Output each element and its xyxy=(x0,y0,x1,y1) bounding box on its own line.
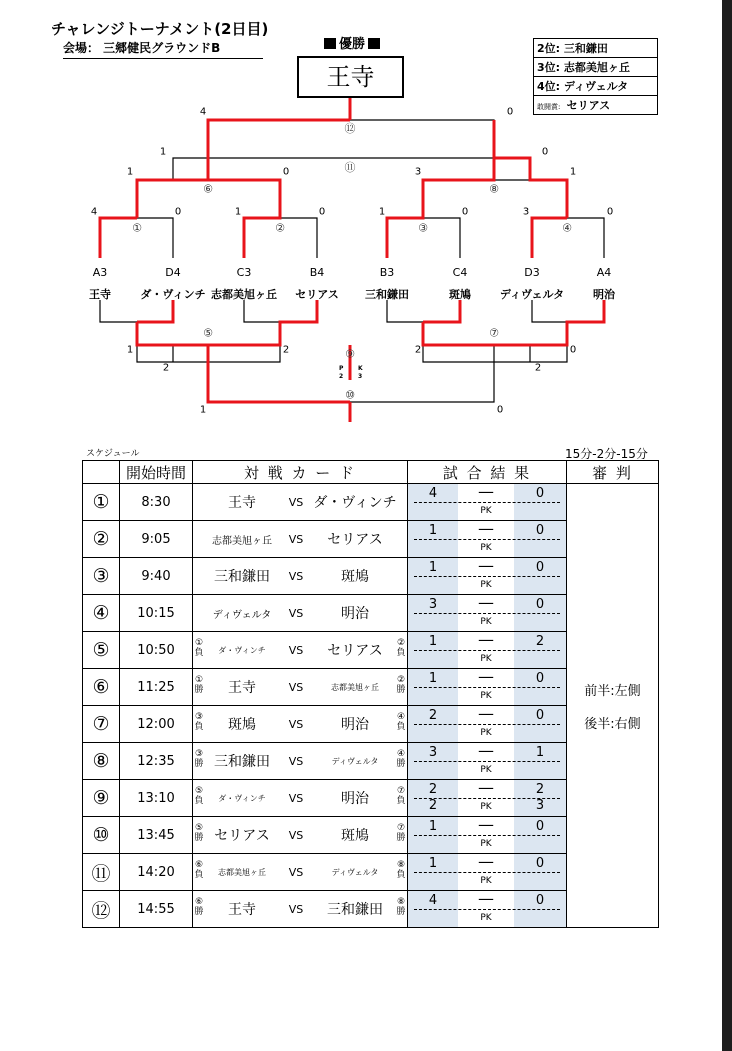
left-team: 王寺 xyxy=(228,495,256,511)
match-number-mark: ① xyxy=(132,221,142,235)
team-seed: B4 xyxy=(309,266,325,279)
bracket-score: 1 xyxy=(126,344,134,356)
bracket-line xyxy=(532,300,604,322)
team-seed: C4 xyxy=(452,266,468,279)
schedule-table xyxy=(82,460,659,928)
advance-tag-left: ⑥ 勝 xyxy=(194,897,204,917)
bracket-score: 0 xyxy=(461,206,469,218)
ranking-team: セリアス xyxy=(566,99,611,112)
match-number: ⑫ xyxy=(83,891,120,928)
start-time: 10:50 xyxy=(120,632,193,669)
score-dash: — xyxy=(478,667,494,686)
advance-tag-left: ① 勝 xyxy=(194,675,204,695)
advance-tag-right: ④ 負 xyxy=(396,712,406,732)
score-dash: — xyxy=(478,852,494,871)
left-team: 志都美旭ヶ丘 xyxy=(218,867,266,877)
score-left: 4 xyxy=(428,893,438,908)
match-card xyxy=(193,780,408,817)
match-number-mark: ⑥ xyxy=(203,182,213,196)
schedule-header-row xyxy=(83,461,659,484)
advance-tag-left: ③ 勝 xyxy=(194,749,204,769)
bracket-score: 2 xyxy=(414,344,422,356)
bracket-score: 0 xyxy=(506,106,514,118)
pk-score-left: 2 xyxy=(428,798,438,813)
match-number: ② xyxy=(83,521,120,558)
left-team: ディヴェルタ xyxy=(212,609,272,621)
left-team: 三和鎌田 xyxy=(214,754,270,770)
match-number: ⑧ xyxy=(83,743,120,780)
result-divider xyxy=(414,613,560,614)
left-team: 志都美旭ヶ丘 xyxy=(212,535,272,547)
match-number: ⑥ xyxy=(83,669,120,706)
team-name: 王寺 xyxy=(89,288,111,301)
bracket-score: 0 xyxy=(318,206,326,218)
match-number: ⑩ xyxy=(83,817,120,854)
right-team: 明治 xyxy=(341,717,369,733)
team-seed: C3 xyxy=(236,266,252,279)
vs-label: VS xyxy=(288,865,304,879)
score-left: 1 xyxy=(428,634,438,649)
score-right: 0 xyxy=(535,893,545,908)
left-team: ダ・ヴィンチ xyxy=(218,793,266,803)
match-number-mark: ⑧ xyxy=(489,182,499,196)
pk-label: PK xyxy=(480,913,492,923)
ranking-label: 2位: xyxy=(537,42,564,55)
team-seed: A4 xyxy=(596,266,612,279)
start-time: 13:45 xyxy=(120,817,193,854)
score-dash: — xyxy=(478,482,494,501)
left-team: 王寺 xyxy=(228,902,256,918)
score-right: 0 xyxy=(535,560,545,575)
score-dash: — xyxy=(478,778,494,797)
bracket-line xyxy=(100,300,173,322)
match-number: ⑪ xyxy=(83,854,120,891)
champion-label: 優勝 xyxy=(298,38,406,51)
score-right: 0 xyxy=(535,708,545,723)
start-time: 14:20 xyxy=(120,854,193,891)
team-seed: B3 xyxy=(379,266,395,279)
start-time: 13:10 xyxy=(120,780,193,817)
pk-label: K xyxy=(358,365,363,372)
match-number-mark: ⑨ xyxy=(345,347,355,361)
score-left: 1 xyxy=(428,560,438,575)
result-divider xyxy=(414,576,560,577)
pk-label: PK xyxy=(480,839,492,849)
score-dash: — xyxy=(478,704,494,723)
right-team: セリアス xyxy=(327,643,383,659)
pk-label: PK xyxy=(480,543,492,553)
score-right: 2 xyxy=(535,782,545,797)
match-number: ④ xyxy=(83,595,120,632)
match-number: ① xyxy=(83,484,120,521)
pk-label: PK xyxy=(480,617,492,627)
score-right: 0 xyxy=(535,523,545,538)
bracket-score: 2 xyxy=(162,362,170,374)
advance-tag-left: ⑤ 負 xyxy=(194,786,204,806)
result-divider xyxy=(414,502,560,503)
card-header: 対 戦 カ ー ド xyxy=(193,461,408,484)
start-time: 11:25 xyxy=(120,669,193,706)
pk-label: PK xyxy=(480,728,492,738)
match-number: ⑦ xyxy=(83,706,120,743)
match-card xyxy=(193,484,408,521)
bracket-score: 1 xyxy=(159,146,167,158)
bracket-score: 1 xyxy=(126,166,134,178)
bracket-score: 1 xyxy=(569,166,577,178)
bracket-score: 1 xyxy=(234,206,242,218)
match-result xyxy=(408,706,567,743)
bracket-score: 0 xyxy=(569,344,577,356)
match-result xyxy=(408,780,567,817)
match-card xyxy=(193,817,408,854)
score-left: 4 xyxy=(428,486,438,501)
result-header: 試 合 結 果 xyxy=(408,461,567,484)
start-time: 9:05 xyxy=(120,521,193,558)
bracket-score: 3 xyxy=(522,206,530,218)
match-result xyxy=(408,891,567,928)
bracket-win-line xyxy=(137,300,173,322)
vs-label: VS xyxy=(288,902,304,916)
match-result xyxy=(408,669,567,706)
start-time: 14:55 xyxy=(120,891,193,928)
bracket-win-line xyxy=(387,120,494,258)
left-team: 王寺 xyxy=(228,680,256,696)
score-right: 0 xyxy=(535,486,545,501)
referee-second-half: 後半:右側 xyxy=(584,716,641,732)
advance-tag-right: ② 勝 xyxy=(396,675,406,695)
champion-box: 王寺 xyxy=(297,56,404,98)
left-team: 三和鎌田 xyxy=(214,569,270,585)
pk-label: PK xyxy=(480,765,492,775)
score-dash: — xyxy=(478,630,494,649)
advance-tag-left: ⑤ 勝 xyxy=(194,823,204,843)
match-card xyxy=(193,891,408,928)
pk-label: PK xyxy=(480,876,492,886)
advance-tag-right: ② 負 xyxy=(396,638,406,658)
match-result xyxy=(408,817,567,854)
match-number-mark: ⑪ xyxy=(344,161,356,174)
team-seed: D3 xyxy=(524,266,540,279)
match-card xyxy=(193,706,408,743)
match-number: ⑤ xyxy=(83,632,120,669)
pk-label: PK xyxy=(480,802,492,812)
match-result xyxy=(408,484,567,521)
right-team: 斑鳩 xyxy=(341,569,369,585)
score-right: 1 xyxy=(535,745,545,760)
vs-label: VS xyxy=(288,754,304,768)
referee-first-half: 前半:左側 xyxy=(584,683,641,699)
bracket-score: 0 xyxy=(496,404,504,416)
match-card xyxy=(193,521,408,558)
match-number-mark: ③ xyxy=(418,221,428,235)
right-team: ディヴェルタ xyxy=(331,756,379,766)
advance-tag-left: ③ 負 xyxy=(194,712,204,732)
right-team: 志都美旭ヶ丘 xyxy=(331,682,379,692)
ranking-label: 4位: xyxy=(537,80,564,93)
vs-label: VS xyxy=(288,680,304,694)
match-number-mark: ⑦ xyxy=(489,326,499,340)
match-result xyxy=(408,595,567,632)
match-result xyxy=(408,743,567,780)
result-divider xyxy=(414,724,560,725)
bracket-line xyxy=(387,300,460,322)
team-name: ディヴェルタ xyxy=(499,288,565,301)
bracket-win-line xyxy=(137,120,350,218)
advance-tag-left: ① 負 xyxy=(194,638,204,658)
advance-tag-right: ⑦ 勝 xyxy=(396,823,406,843)
match-card xyxy=(193,558,408,595)
tournament-bracket xyxy=(0,0,732,440)
score-left: 1 xyxy=(428,671,438,686)
match-card xyxy=(193,669,408,706)
advance-tag-right: ④ 勝 xyxy=(396,749,406,769)
number-header xyxy=(83,461,120,484)
right-team: セリアス xyxy=(327,532,383,548)
vs-label: VS xyxy=(288,791,304,805)
bracket-score: 4 xyxy=(90,206,98,218)
team-name: ダ・ヴィンチ xyxy=(140,288,206,301)
bracket-score: 0 xyxy=(541,146,549,158)
right-team: 明治 xyxy=(341,606,369,622)
vs-label: VS xyxy=(288,643,304,657)
score-left: 2 xyxy=(428,782,438,797)
result-divider xyxy=(414,650,560,651)
pk-label: PK xyxy=(480,691,492,701)
match-timing: 15分-2分-15分 xyxy=(565,447,648,461)
vs-label: VS xyxy=(288,828,304,842)
right-team: 斑鳩 xyxy=(341,828,369,844)
vs-label: VS xyxy=(288,717,304,731)
team-name: セリアス xyxy=(295,288,339,301)
match-result xyxy=(408,632,567,669)
start-time: 8:30 xyxy=(120,484,193,521)
score-left: 3 xyxy=(428,597,438,612)
right-team: ディヴェルタ xyxy=(331,867,379,877)
team-name: 志都美旭ヶ丘 xyxy=(211,288,277,301)
score-left: 1 xyxy=(428,523,438,538)
pk-label: PK xyxy=(480,580,492,590)
bracket-win-line xyxy=(423,300,460,322)
ranking-team: 志都美旭ヶ丘 xyxy=(563,61,630,74)
ranking-team: 三和鎌田 xyxy=(563,42,608,55)
pk-label: P xyxy=(339,365,344,372)
ranking-label: 3位: xyxy=(537,61,564,74)
bracket-score: 2 xyxy=(534,362,542,374)
bracket-score: 0 xyxy=(606,206,614,218)
bracket-score: 4 xyxy=(199,106,207,118)
pk-score-right: 3 xyxy=(535,798,545,813)
start-time: 10:15 xyxy=(120,595,193,632)
right-team: 三和鎌田 xyxy=(327,902,383,918)
match-card xyxy=(193,632,408,669)
score-left: 2 xyxy=(428,708,438,723)
team-name: 斑鳩 xyxy=(449,288,471,301)
match-card xyxy=(193,854,408,891)
match-number: ③ xyxy=(83,558,120,595)
bracket-line xyxy=(244,300,317,322)
match-number-mark: ⑫ xyxy=(344,122,356,135)
match-result xyxy=(408,854,567,891)
bracket-win-line xyxy=(494,158,567,218)
vs-label: VS xyxy=(288,569,304,583)
match-number-mark: ⑤ xyxy=(203,326,213,340)
bracket-score: 0 xyxy=(282,166,290,178)
match-card xyxy=(193,595,408,632)
referee-cell xyxy=(567,484,659,928)
result-divider xyxy=(414,539,560,540)
result-divider xyxy=(414,909,560,910)
bracket-score: 2 xyxy=(282,344,290,356)
score-left: 1 xyxy=(428,819,438,834)
bracket-score: 1 xyxy=(378,206,386,218)
start-time: 9:40 xyxy=(120,558,193,595)
bracket-score: 0 xyxy=(174,206,182,218)
score-dash: — xyxy=(478,815,494,834)
right-team: 明治 xyxy=(341,791,369,807)
match-card xyxy=(193,743,408,780)
vs-label: VS xyxy=(288,606,304,620)
pk-score: 2 xyxy=(339,373,344,380)
result-divider xyxy=(414,687,560,688)
score-left: 1 xyxy=(428,856,438,871)
match-number-mark: ② xyxy=(275,221,285,235)
schedule-label: スケジュール xyxy=(86,449,140,459)
schedule-row xyxy=(83,484,659,521)
match-result xyxy=(408,558,567,595)
vs-label: VS xyxy=(288,495,304,509)
score-dash: — xyxy=(478,889,494,908)
bracket-win-line xyxy=(208,180,280,258)
score-right: 0 xyxy=(535,819,545,834)
pk-label: PK xyxy=(480,506,492,516)
bracket-score: 3 xyxy=(414,166,422,178)
score-dash: — xyxy=(478,519,494,538)
referee-header: 審 判 xyxy=(567,461,659,484)
score-dash: — xyxy=(478,556,494,575)
ranking-team: ディヴェルタ xyxy=(563,80,629,93)
bracket-win-line xyxy=(208,345,350,402)
score-left: 3 xyxy=(428,745,438,760)
team-seed: D4 xyxy=(165,266,181,279)
advance-tag-right: ⑧ 勝 xyxy=(396,897,406,917)
right-team: ダ・ヴィンチ xyxy=(313,495,397,511)
score-dash: — xyxy=(478,741,494,760)
page-title: チャレンジトーナメント(2日目) xyxy=(51,20,269,38)
pk-label: PK xyxy=(480,654,492,664)
result-divider xyxy=(414,872,560,873)
score-right: 0 xyxy=(535,856,545,871)
vs-label: VS xyxy=(288,532,304,546)
result-divider xyxy=(414,761,560,762)
bracket-score: 1 xyxy=(199,404,207,416)
venue-label: 会場： 三郷健民グラウンドB xyxy=(63,41,221,55)
team-name: 明治 xyxy=(593,288,615,301)
start-time-header: 開始時間 xyxy=(120,461,193,484)
result-divider xyxy=(414,835,560,836)
advance-tag-right: ⑦ 負 xyxy=(396,786,406,806)
advance-tag-right: ⑧ 負 xyxy=(396,860,406,880)
start-time: 12:00 xyxy=(120,706,193,743)
score-right: 0 xyxy=(535,597,545,612)
team-name: 三和鎌田 xyxy=(365,288,409,301)
left-team: セリアス xyxy=(214,828,270,844)
match-number-mark: ④ xyxy=(562,221,572,235)
match-number: ⑨ xyxy=(83,780,120,817)
match-result xyxy=(408,521,567,558)
team-seed: A3 xyxy=(92,266,108,279)
pk-score: 3 xyxy=(358,373,363,380)
ranking-label: 敢闘賞: xyxy=(537,103,563,111)
score-dash: — xyxy=(478,593,494,612)
advance-tag-left: ⑥ 負 xyxy=(194,860,204,880)
left-team: ダ・ヴィンチ xyxy=(218,645,266,655)
score-right: 2 xyxy=(535,634,545,649)
left-team: 斑鳩 xyxy=(228,717,256,733)
score-right: 0 xyxy=(535,671,545,686)
start-time: 12:35 xyxy=(120,743,193,780)
match-number-mark: ⑩ xyxy=(345,388,355,402)
